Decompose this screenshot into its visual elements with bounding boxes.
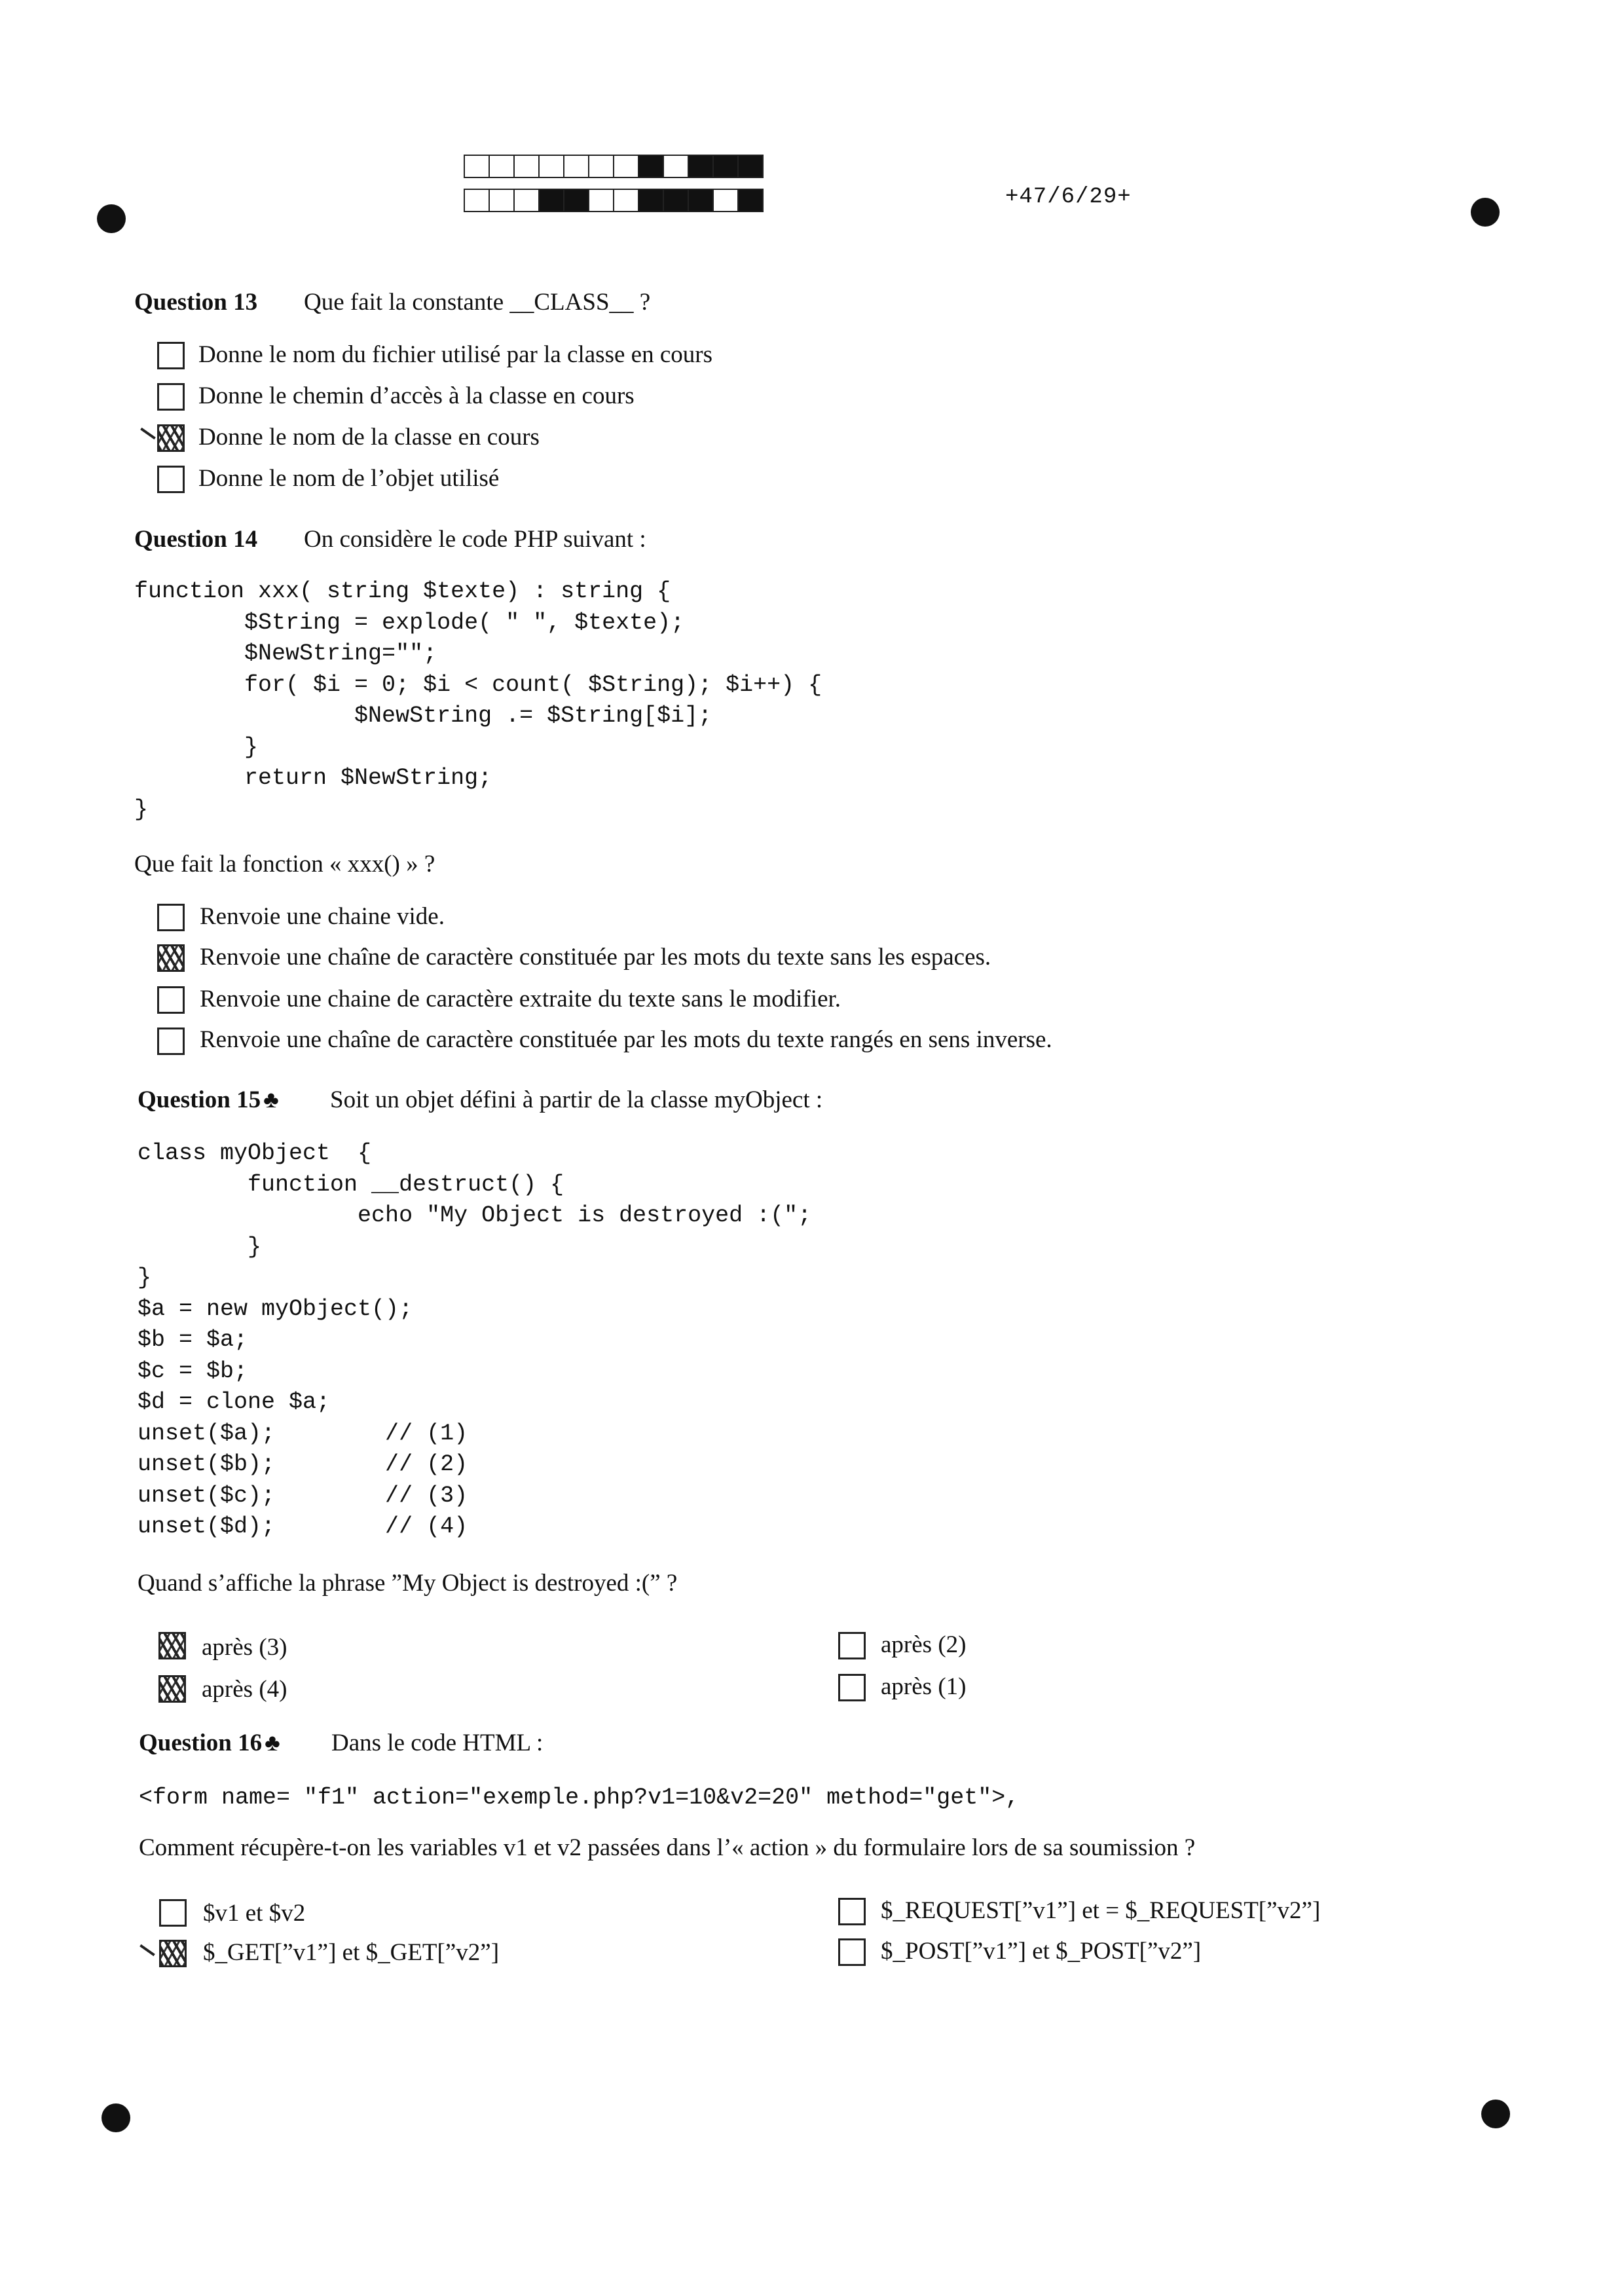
question-title: Question 14 <box>134 526 258 553</box>
question-title: Question 13 <box>134 289 258 316</box>
barcode-cell <box>588 189 614 212</box>
club-icon: ♣ <box>263 1086 279 1113</box>
answer-label: Renvoie une chaine de caractère extraite du texte sans le modifier. <box>200 986 841 1012</box>
barcode-cell <box>489 189 515 212</box>
barcode-cell <box>588 155 614 178</box>
question-text: Soit un objet défini à partir de la classe myObject : <box>330 1086 823 1113</box>
barcode-cell <box>538 189 564 212</box>
question-text: Que fait la constante __CLASS__ ? <box>304 289 651 316</box>
answer-checkbox[interactable] <box>157 424 185 452</box>
answer-checkbox[interactable] <box>157 342 185 369</box>
answer-checkbox[interactable] <box>157 944 185 972</box>
question-text: Dans le code HTML : <box>331 1730 544 1756</box>
barcode-cell <box>513 155 540 178</box>
question-prompt: Quand s’affiche la phrase ”My Object is destroyed :(” ? <box>138 1570 678 1597</box>
barcode-cell <box>464 155 490 178</box>
barcode-cell <box>638 189 664 212</box>
barcode-cell <box>663 189 689 212</box>
barcode-cell <box>737 189 764 212</box>
answer-checkbox[interactable] <box>158 1675 186 1703</box>
sheet-id: +47/6/29+ <box>1005 185 1132 210</box>
answer-label: $_POST[”v1”] et $_POST[”v2”] <box>881 1938 1202 1965</box>
barcode-cell <box>712 189 739 212</box>
barcode-cell <box>737 155 764 178</box>
registration-dot-bottom-right <box>1481 2100 1510 2128</box>
answer-label: après (1) <box>881 1673 967 1700</box>
html-code-line: <form name= "f1" action="exemple.php?v1=10&v2=20" method="get">, <box>139 1785 1020 1811</box>
answer-label: $_GET[”v1”] et $_GET[”v2”] <box>203 1939 500 1966</box>
barcode-cell <box>538 155 564 178</box>
barcode-cell <box>464 189 490 212</box>
answer-checkbox[interactable] <box>157 1028 185 1055</box>
answer-checkbox[interactable] <box>838 1632 866 1659</box>
barcode-cell <box>489 155 515 178</box>
answer-checkbox[interactable] <box>838 1674 866 1701</box>
answer-checkbox[interactable] <box>157 904 185 931</box>
barcode-cell <box>563 155 589 178</box>
question-prompt: Que fait la fonction « xxx() » ? <box>134 851 435 878</box>
answer-label: Renvoie une chaîne de caractère constituée par les mots du texte sans les espaces. <box>200 944 991 971</box>
barcode-cell <box>688 189 714 212</box>
barcode-cell <box>563 189 589 212</box>
registration-dot-top-left <box>97 204 126 233</box>
question-title: Question 15 ♣ <box>138 1086 279 1113</box>
pen-mark <box>140 428 156 439</box>
answer-checkbox[interactable] <box>158 1632 186 1659</box>
php-code-block: function xxx( string $texte) : string { $String = explode( " ", $texte); $NewString=""; for( $i = 0; $i < count( $String); $i++) { $NewString .= $String[$i]; } return $NewString; } <box>134 578 822 823</box>
answer-checkbox[interactable] <box>838 1938 866 1966</box>
answer-label: Renvoie une chaîne de caractère constituée par les mots du texte rangés en sens inverse. <box>200 1026 1052 1053</box>
barcode-cell <box>663 155 689 178</box>
answer-label: Donne le nom de la classe en cours <box>198 424 540 451</box>
question-title: Question 16 ♣ <box>139 1730 280 1756</box>
answer-label: Renvoie une chaine vide. <box>200 903 445 930</box>
question-text: On considère le code PHP suivant : <box>304 526 646 553</box>
answer-checkbox[interactable] <box>157 986 185 1014</box>
answer-checkbox[interactable] <box>838 1898 866 1925</box>
php-code-block: class myObject { function __destruct() { echo "My Object is destroyed :("; } } $a = new myObject(); $b = $a; $c = $b; $d = clone $a; unset($a); // (1) unset($b); // (2) unset($c); // (3) unset($d); // (4) <box>138 1140 812 1540</box>
answer-label: après (4) <box>202 1676 287 1703</box>
answer-label: $_REQUEST[”v1”] et = $_REQUEST[”v2”] <box>881 1897 1321 1924</box>
barcode-cell <box>712 155 739 178</box>
answer-label: Donne le nom de l’objet utilisé <box>198 465 500 492</box>
answer-label: après (2) <box>881 1631 967 1658</box>
barcode-cell <box>688 155 714 178</box>
barcode-cell <box>613 155 639 178</box>
registration-dot-bottom-left <box>101 2103 130 2132</box>
answer-checkbox[interactable] <box>157 466 185 493</box>
question-14 <box>134 525 646 553</box>
answer-checkbox[interactable] <box>159 1899 187 1927</box>
answer-label: après (3) <box>202 1634 287 1661</box>
answer-checkbox[interactable] <box>159 1940 187 1967</box>
barcode-cell <box>613 189 639 212</box>
club-icon: ♣ <box>265 1730 280 1756</box>
question-prompt: Comment récupère-t-on les variables v1 et v2 passées dans l’« action » du formulaire lors de sa soumission ? <box>139 1834 1196 1861</box>
question-13 <box>134 288 650 316</box>
question-16 <box>139 1729 543 1757</box>
registration-dot-top-right <box>1471 198 1500 227</box>
question-15 <box>138 1086 822 1114</box>
answer-checkbox[interactable] <box>157 383 185 411</box>
answer-label: $v1 et $v2 <box>203 1900 306 1927</box>
barcode-cell <box>638 155 664 178</box>
answer-label: Donne le chemin d’accès à la classe en cours <box>198 382 635 409</box>
barcode-cell <box>513 189 540 212</box>
pen-mark <box>139 1944 155 1956</box>
answer-label: Donne le nom du fichier utilisé par la classe en cours <box>198 341 712 368</box>
